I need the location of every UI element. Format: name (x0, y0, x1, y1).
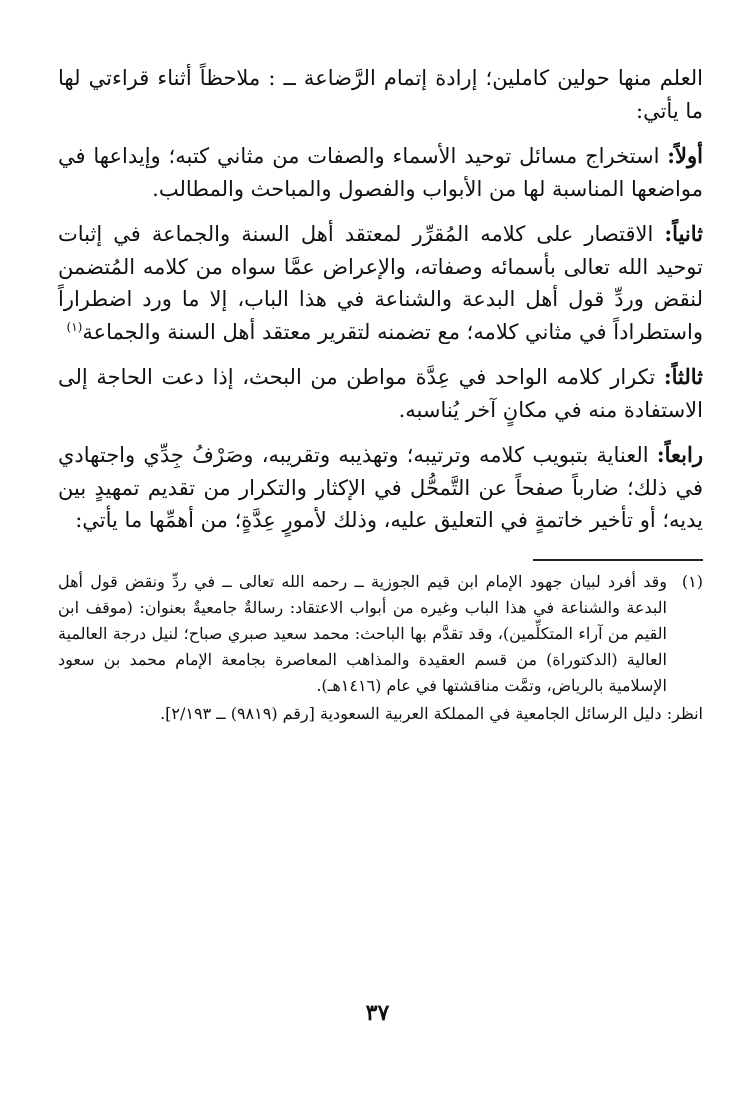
point-fourth-lead: رابعاً: (656, 442, 703, 467)
intro-paragraph: العلم منها حولين كاملين؛ إرادة إتمام الرَّضاعة ــ : ملاحظاً أثناء قراءتي لها ما يأتي: (58, 66, 703, 123)
point-first-lead: أولاً: (667, 143, 703, 168)
point-third (58, 361, 703, 426)
footnote-reference[interactable]: (١) (66, 319, 83, 334)
point-third-lead: ثالثاً: (663, 364, 703, 389)
point-first (58, 140, 703, 205)
point-second-text: الاقتصار على كلامه المُقرِّر لمعتقد أهل السنة والجماعة في إثبات توحيد الله تعالى بأسمائه وصفاته، والإعراض عمَّا سواه من كلامه المُتضمن لنقض وردِّ قول أهل البدعة والشناعة في هذا الباب، إلا ما ورد اضطراراً واستطراداً في مثاني كلامه؛ مع تضمنه لتقرير معتقد أهل السنة والجماعة (58, 222, 703, 344)
footnote-source: انظر: دليل الرسائل الجامعية في المملكة العربية السعودية [رقم (٩٨١٩) ــ ٢/١٩٣]. (160, 703, 703, 723)
page-number: ٣٧ (365, 1000, 390, 1026)
footnote-divider (533, 559, 703, 561)
point-fourth-text: العناية بتبويب كلامه وترتيبه؛ وتهذيبه وتقريبه، وصَرْفُ جِدِّي واجتهادي في ذلك؛ ضارباً صفحاً عن التَّمحُّل في الإكثار والتكرار من تقديم تمهيدٍ بين يديه؛ أو تأخير خاتمةٍ في التعليق عليه، وذلك لأمورٍ عِدَّةٍ؛ من أهمِّها ما يأتي: (58, 443, 703, 532)
footnotes-section (58, 569, 703, 727)
point-fourth (58, 439, 703, 537)
point-first-text: استخراج مسائل توحيد الأسماء والصفات من مثاني كتبه؛ وإيداعها في مواضعها المناسبة لها من الأبواب والفصول والمباحث والمطالب. (58, 144, 703, 201)
footnote-text: وقد أفرد لبيان جهود الإمام ابن قيم الجوزية ــ رحمه الله تعالى ــ في ردِّ ونقض قول أهل البدعة والشناعة في هذا الباب وغيره من أبواب الاعتقاد: رسالةٌ جامعيةٌ بعنوان: (موقف ابن القيم من آراء المتكلِّمين)، وقد تقدَّم بها الباحث: محمد سعيد صبري صباح؛ لنيل درجة العالمية العالية (الدكتوراة) من قسم العقيدة والمذاهب المعاصرة بجامعة الإمام محمد بن سعود الإسلامية بالرياض، وتمَّت مناقشتها في عام (١٤١٦هـ). (58, 571, 667, 695)
page-body (58, 62, 703, 727)
point-second-lead: ثانياً: (664, 221, 703, 246)
footnote-item (58, 569, 703, 699)
point-second (58, 218, 703, 348)
point-third-text: تكرار كلامه الواحد في عِدَّة مواطن من البحث، إذا دعت الحاجة إلى الاستفادة منه في مكانٍ آخر يُناسبه. (58, 365, 703, 422)
footnote-number: (١) (681, 571, 703, 591)
